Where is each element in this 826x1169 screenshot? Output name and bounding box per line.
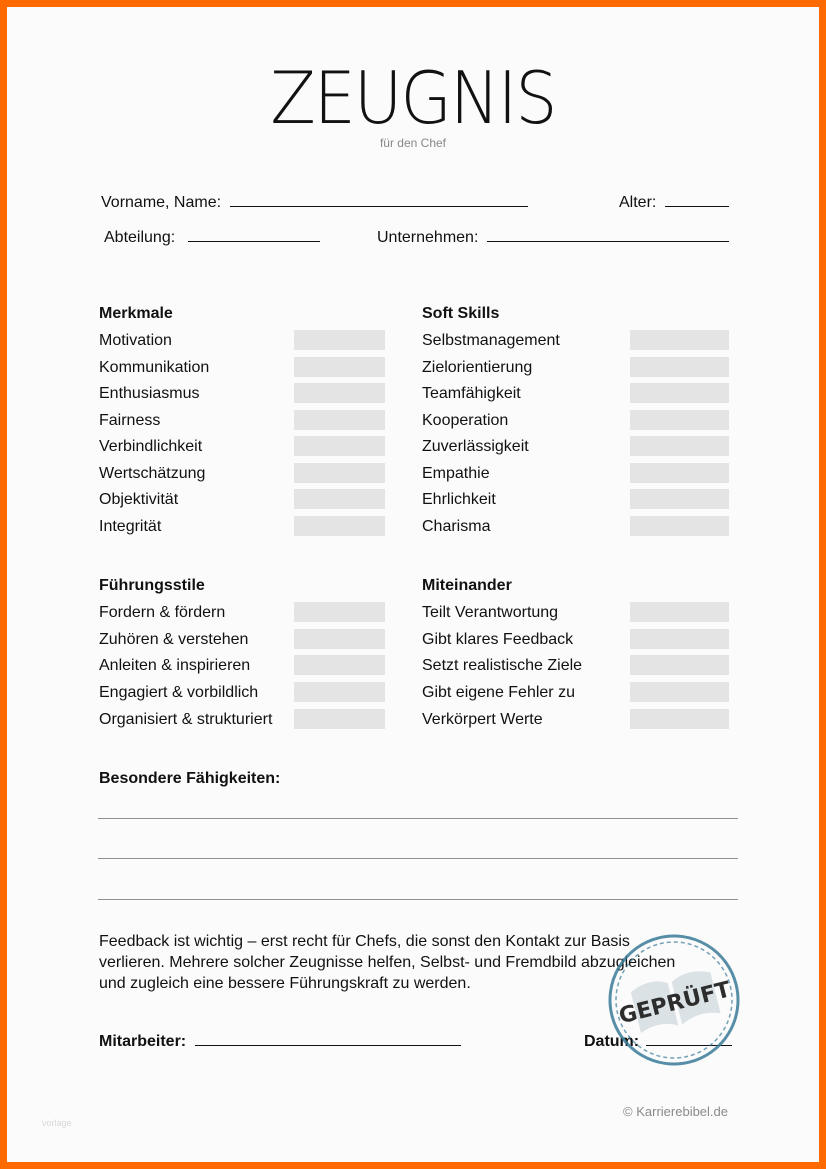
company-field[interactable] xyxy=(377,227,729,247)
rating-box[interactable] xyxy=(630,602,729,622)
list-item: Empathie xyxy=(422,465,490,482)
employee-label: Mitarbeiter: xyxy=(99,1033,187,1050)
list-item: Objektivität xyxy=(99,491,179,508)
rating-box[interactable] xyxy=(294,709,385,729)
name-label: Vorname, Name: xyxy=(101,194,222,211)
miteinander-heading: Miteinander xyxy=(422,577,512,594)
paragraph-line: und zugleich eine bessere Führungskraft zu werden. xyxy=(99,975,471,992)
list-item: Verbindlichkeit xyxy=(99,438,203,455)
faint-watermark: vorlage xyxy=(42,1118,72,1128)
rating-box[interactable] xyxy=(294,410,385,430)
list-item: Charisma xyxy=(422,518,491,535)
name-field[interactable] xyxy=(101,192,528,212)
list-item: Organisiert & strukturiert xyxy=(99,711,273,728)
list-item: Enthusiasmus xyxy=(99,385,200,402)
special-skills-heading: Besondere Fähigkeiten: xyxy=(99,770,281,787)
list-item: Selbstmanagement xyxy=(422,332,560,349)
list-item: Gibt klares Feedback xyxy=(422,631,574,648)
rating-box[interactable] xyxy=(294,602,385,622)
rating-box[interactable] xyxy=(294,489,385,509)
document-subtitle: für den Chef xyxy=(379,136,447,150)
list-item: Integrität xyxy=(99,518,162,535)
list-item: Teamfähigkeit xyxy=(422,385,521,402)
list-item: Zielorientierung xyxy=(422,359,533,376)
rating-box[interactable] xyxy=(294,516,385,536)
rating-box[interactable] xyxy=(630,516,729,536)
list-item: Setzt realistische Ziele xyxy=(422,657,583,674)
list-item: Verkörpert Werte xyxy=(422,711,543,728)
rating-box[interactable] xyxy=(294,463,385,483)
paragraph-line: verlieren. Mehrere solcher Zeugnisse helfen, Selbst- und Fremdbild abzugleichen xyxy=(99,954,676,971)
list-item: Ehrlichkeit xyxy=(422,491,496,508)
rating-box[interactable] xyxy=(294,357,385,377)
list-item: Fordern & fördern xyxy=(99,604,226,621)
paragraph-line: Feedback ist wichtig – erst recht für Chefs, die sonst den Kontakt zur Basis xyxy=(99,933,630,950)
approved-stamp xyxy=(604,930,744,1070)
rating-box[interactable] xyxy=(630,709,729,729)
list-item: Zuverlässigkeit xyxy=(422,438,529,455)
rating-box[interactable] xyxy=(630,330,729,350)
company-label: Unternehmen: xyxy=(377,229,479,246)
company-line[interactable] xyxy=(487,227,729,242)
employee-field[interactable] xyxy=(99,1031,461,1051)
department-label: Abteilung: xyxy=(104,229,176,246)
rating-box[interactable] xyxy=(630,436,729,456)
department-line[interactable] xyxy=(188,227,320,242)
list-item: Gibt eigene Fehler zu xyxy=(422,684,575,701)
rating-box[interactable] xyxy=(630,629,729,649)
document-title: ZEUGNIS xyxy=(270,56,556,140)
date-label: Datum: xyxy=(584,1033,640,1050)
merkmale-heading: Merkmale xyxy=(99,305,173,322)
writing-line[interactable] xyxy=(98,899,738,900)
list-item: Motivation xyxy=(99,332,172,349)
rating-box[interactable] xyxy=(294,682,385,702)
rating-box[interactable] xyxy=(630,489,729,509)
age-label: Alter: xyxy=(619,194,657,211)
writing-line[interactable] xyxy=(98,858,738,859)
copyright: © Karrierebibel.de xyxy=(623,1104,728,1119)
department-field[interactable] xyxy=(104,227,320,247)
list-item: Zuhören & verstehen xyxy=(99,631,249,648)
rating-box[interactable] xyxy=(294,383,385,403)
fuehrungsstile-heading: Führungsstile xyxy=(99,577,205,594)
rating-box[interactable] xyxy=(294,629,385,649)
list-item: Anleiten & inspirieren xyxy=(99,657,251,674)
list-item: Engagiert & vorbildlich xyxy=(99,684,259,701)
employee-line[interactable] xyxy=(195,1031,461,1046)
rating-box[interactable] xyxy=(630,410,729,430)
rating-box[interactable] xyxy=(294,330,385,350)
list-item: Kooperation xyxy=(422,412,509,429)
list-item: Fairness xyxy=(99,412,161,429)
age-line[interactable] xyxy=(665,192,729,207)
list-item: Wertschätzung xyxy=(99,465,206,482)
rating-box[interactable] xyxy=(294,436,385,456)
stamp-label: GEPRÜFT xyxy=(616,977,734,1030)
rating-box[interactable] xyxy=(630,463,729,483)
rating-box[interactable] xyxy=(294,655,385,675)
list-item: Kommunikation xyxy=(99,359,210,376)
rating-box[interactable] xyxy=(630,357,729,377)
age-field[interactable] xyxy=(619,192,729,212)
rating-box[interactable] xyxy=(630,383,729,403)
writing-line[interactable] xyxy=(98,818,738,819)
soft-skills-heading: Soft Skills xyxy=(422,305,500,322)
rating-box[interactable] xyxy=(630,655,729,675)
name-line[interactable] xyxy=(230,192,528,207)
rating-box[interactable] xyxy=(630,682,729,702)
list-item: Teilt Verantwortung xyxy=(422,604,559,621)
